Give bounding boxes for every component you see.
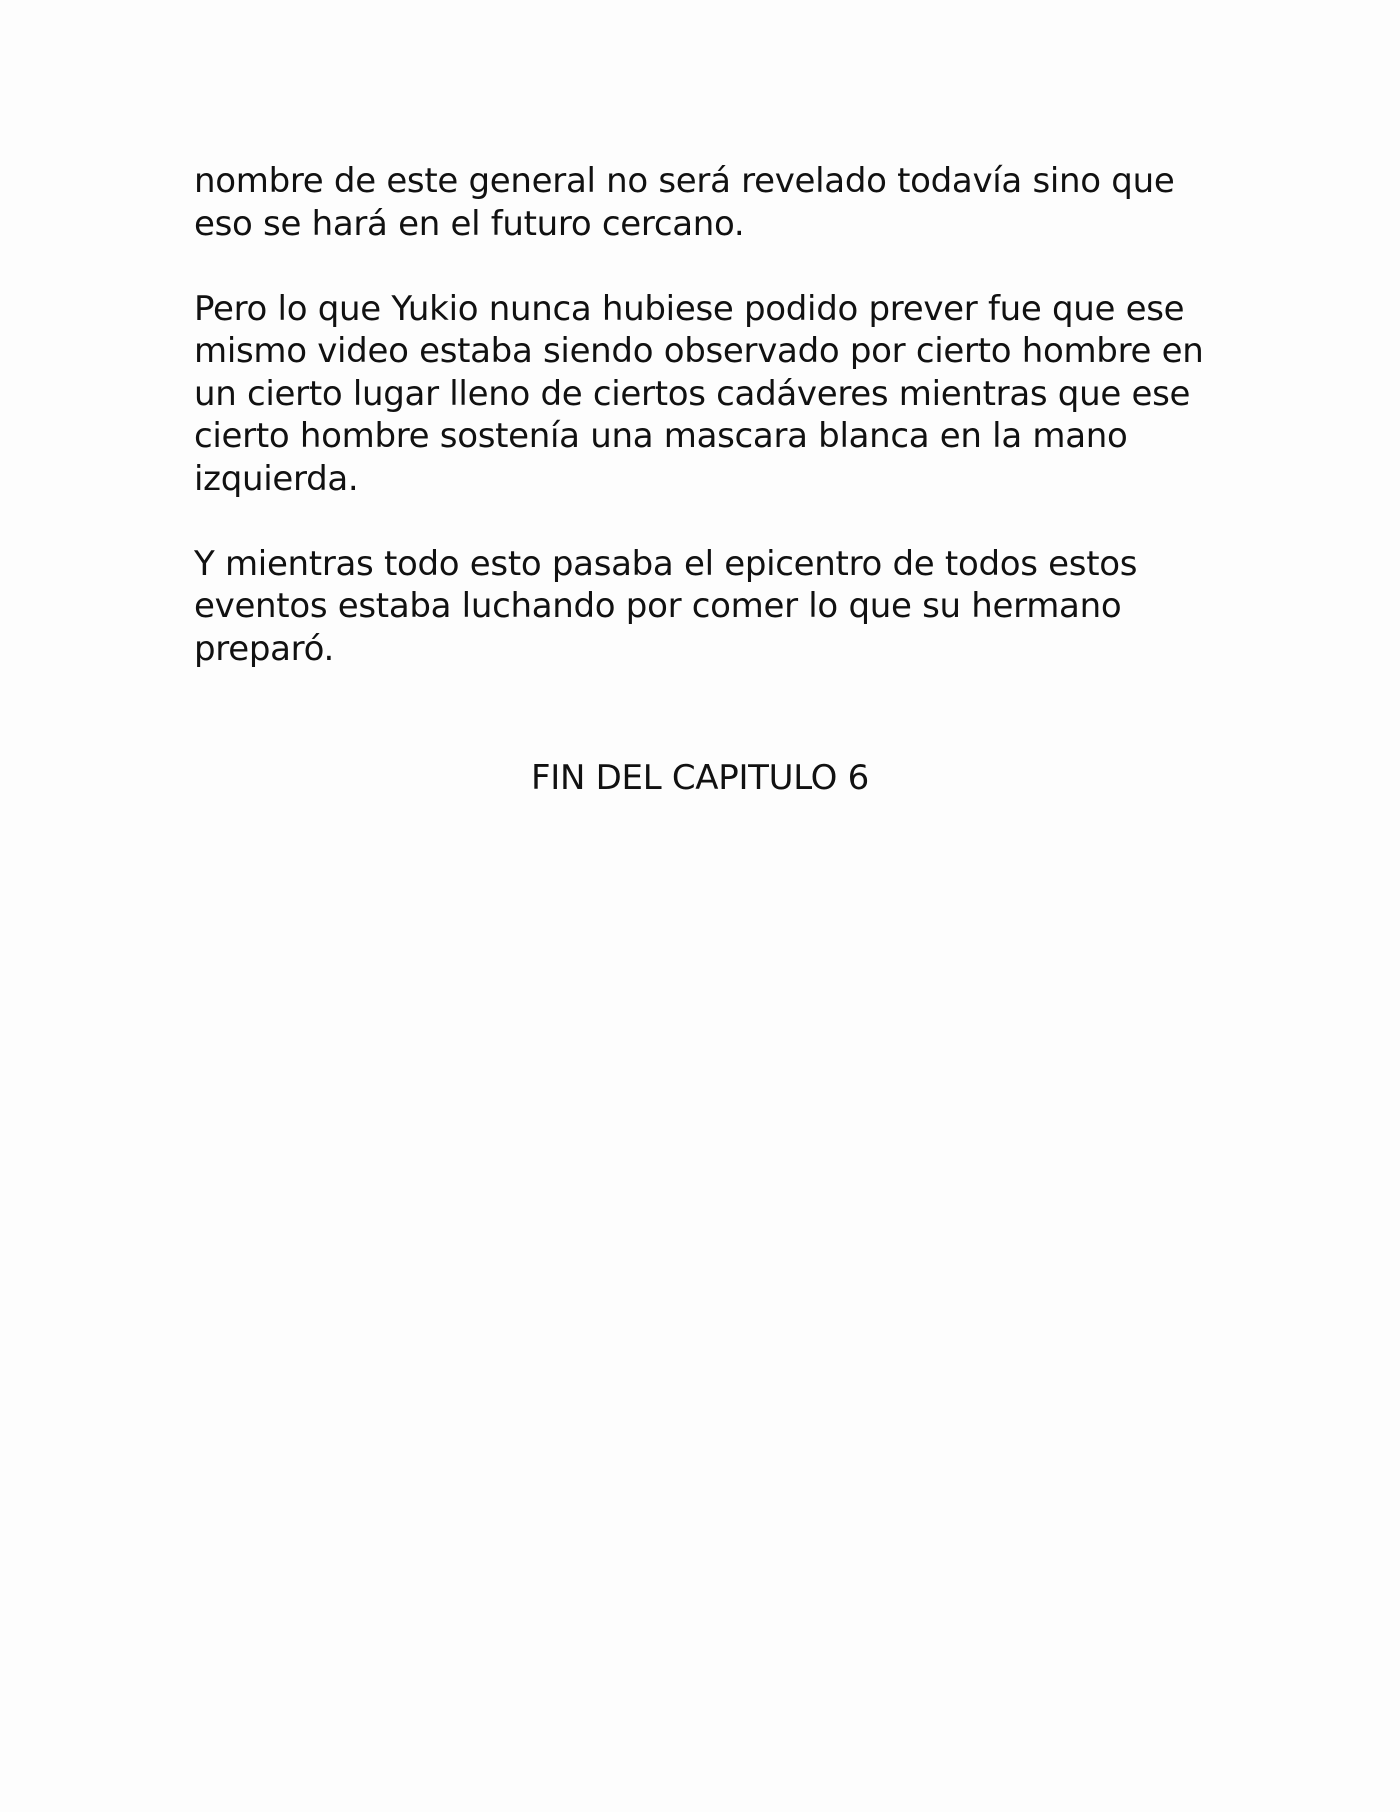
body-text bbox=[194, 160, 1204, 670]
paragraph-spacer bbox=[194, 245, 1204, 288]
paragraph-line: izquierda. bbox=[194, 458, 359, 499]
paragraph-spacer bbox=[194, 500, 1204, 543]
paragraph-line: Pero lo que Yukio nunca hubiese podido prever fue que ese bbox=[194, 288, 1185, 329]
paragraph-2 bbox=[194, 288, 1204, 501]
paragraph-line: mismo video estaba siendo observado por cierto hombre en bbox=[194, 331, 1204, 371]
paragraph-line: eso se hará en el futuro cercano. bbox=[194, 203, 745, 244]
paragraph-line: preparó. bbox=[194, 628, 334, 669]
paragraph-line: Y mientras todo esto pasaba el epicentro de todos estos bbox=[194, 543, 1138, 584]
paragraph-1 bbox=[194, 160, 1204, 245]
chapter-end-heading: FIN DEL CAPITULO 6 bbox=[531, 758, 869, 798]
paragraph-line: nombre de este general no será revelado todavía sino que bbox=[194, 161, 1175, 201]
paragraph-3 bbox=[194, 543, 1204, 671]
paragraph-line: un cierto lugar lleno de ciertos cadáveres mientras que ese bbox=[194, 373, 1191, 414]
paragraph-line: cierto hombre sostenía una mascara blanca en la mano bbox=[194, 416, 1128, 456]
paragraph-line: eventos estaba luchando por comer lo que su hermano bbox=[194, 586, 1122, 626]
